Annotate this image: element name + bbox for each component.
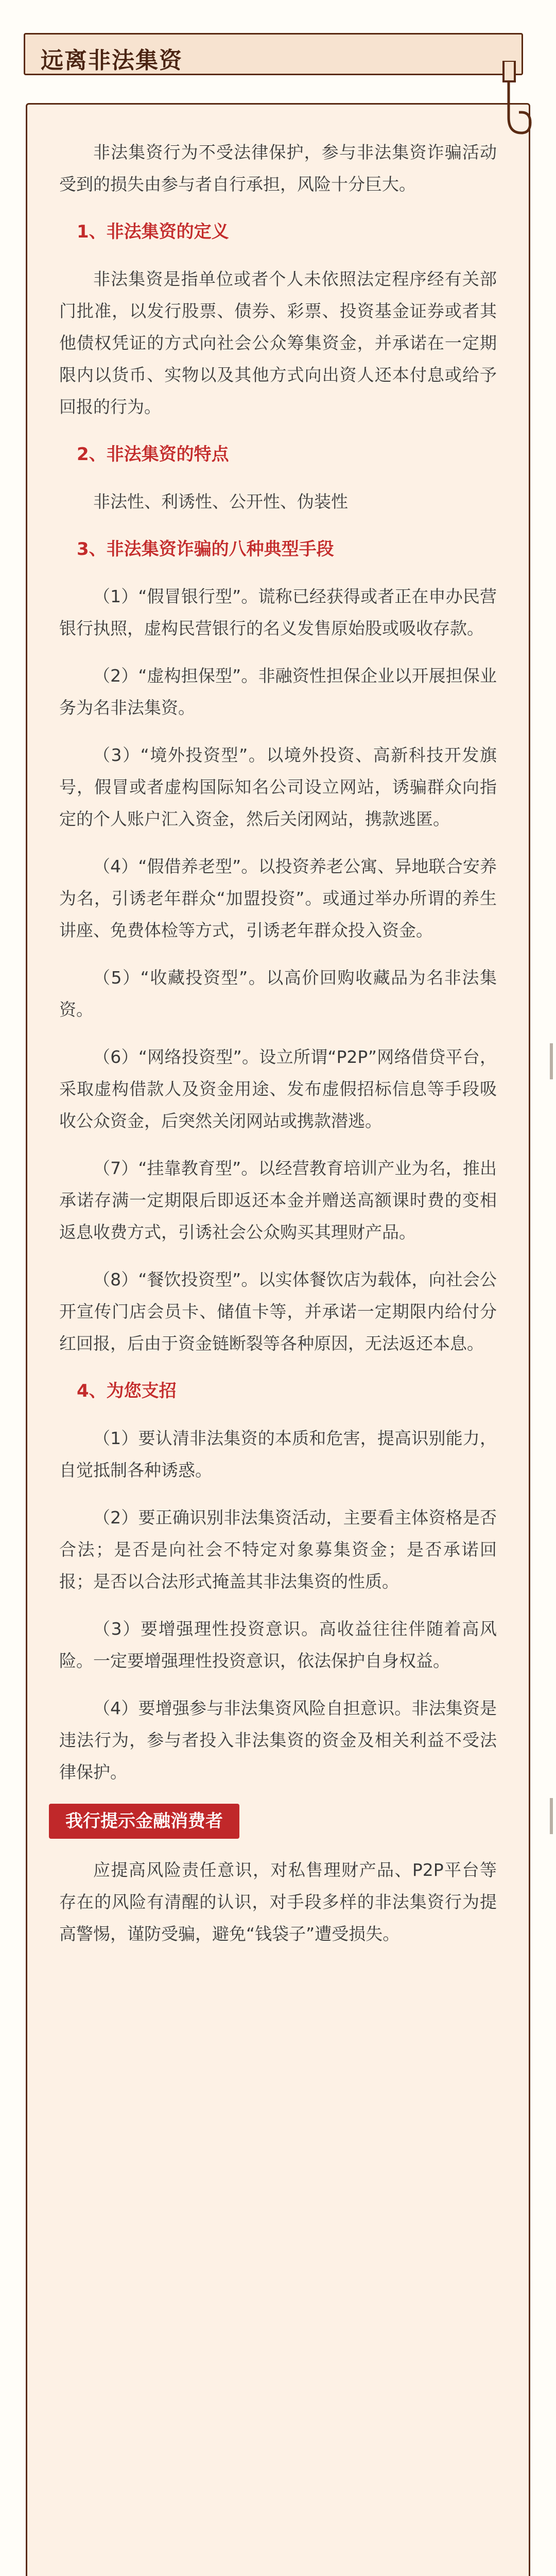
method-item: （6）“网络投资型”。设立所谓“P2P”网络借贷平台，采取虚构借款人及资金用途、发布虚假招标信息等手段吸收公众资金，后突然关闭网站或携款潜逃。 — [59, 1047, 497, 1131]
definition-paragraph: 非法集资是指单位或者个人未依照法定程序经有关部门批准，以发行股票、债券、彩票、投资基金证券或者其他债权凭证的方式向社会公众筹集资金，并承诺在一定期限内以货币、实物以及其他方式向出资人还本付息或给予回报的行为。 — [59, 269, 497, 417]
scroll-edge-mark — [550, 1043, 553, 1079]
scroll-edge-mark — [550, 1798, 553, 1834]
notice-tag: 我行提示金融消费者 — [49, 1804, 239, 1839]
tip-item: （1）要认清非法集资的本质和危害，提高识别能力，自觉抵制各种诱惑。 — [59, 1428, 497, 1480]
method-item: （7）“挂靠教育型”。以经营教育培训产业为名，推出承诺存满一定期限后即返还本金并赠送高额课时费的变相返息收费方式，引诱社会公众购买其理财产品。 — [59, 1158, 497, 1242]
section-heading-tips: 4、为您支招 — [77, 1381, 177, 1401]
tip-item: （4）要增强参与非法集资风险自担意识。非法集资是违法行为，参与者投入非法集资的资金及相关利益不受法律保护。 — [59, 1698, 497, 1782]
section-heading-methods: 3、非法集资诈骗的八种典型手段 — [77, 539, 334, 560]
article-content — [59, 137, 497, 1965]
method-item: （2）“虚构担保型”。非融资性担保企业以开展担保业务为名非法集资。 — [59, 666, 497, 718]
scroll-hook-icon — [498, 61, 532, 138]
header-banner — [24, 33, 523, 75]
notice-paragraph: 应提高风险责任意识，对私售理财产品、P2P平台等存在的风险有清醒的认识，对手段多样的非法集资行为提高警惕，谨防受骗，避免“钱袋子”遭受损失。 — [59, 1860, 497, 1944]
tip-item: （2）要正确识别非法集资活动，主要看主体资格是否合法；是否是向社会不特定对象募集资金；是否承诺回报；是否以合法形式掩盖其非法集资的性质。 — [59, 1507, 497, 1591]
intro-paragraph: 非法集资行为不受法律保护，参与非法集资诈骗活动受到的损失由参与者自行承担，风险十分巨大。 — [59, 142, 497, 194]
tip-item: （3）要增强理性投资意识。高收益往往伴随着高风险。一定要增强理性投资意识，依法保护自身权益。 — [59, 1619, 497, 1671]
method-item: （3）“境外投资型”。以境外投资、高新科技开发旗号，假冒或者虚构国际知名公司设立网站，诱骗群众向指定的个人账户汇入资金，然后关闭网站，携款逃匿。 — [59, 745, 497, 829]
method-item: （1）“假冒银行型”。谎称已经获得或者正在申办民营银行执照，虚构民营银行的名义发售原始股或吸收存款。 — [59, 586, 497, 638]
method-item: （5）“收藏投资型”。以高价回购收藏品为名非法集资。 — [59, 968, 497, 1020]
banner-title: 远离非法集资 — [41, 47, 183, 74]
features-paragraph: 非法性、利诱性、公开性、伪装性 — [93, 492, 348, 512]
method-item: （8）“餐饮投资型”。以实体餐饮店为载体，向社会公开宣传门店会员卡、储值卡等，并承诺一定期限内给付分红回报，后由于资金链断裂等各种原因，无法返还本息。 — [59, 1269, 497, 1353]
section-heading-definition: 1、非法集资的定义 — [77, 222, 229, 242]
method-item: （4）“假借养老型”。以投资养老公寓、异地联合安养为名，引诱老年群众“加盟投资”。或通过举办所谓的养生讲座、免费体检等方式，引诱老年群众投入资金。 — [59, 856, 497, 940]
section-heading-features: 2、非法集资的特点 — [77, 444, 229, 465]
